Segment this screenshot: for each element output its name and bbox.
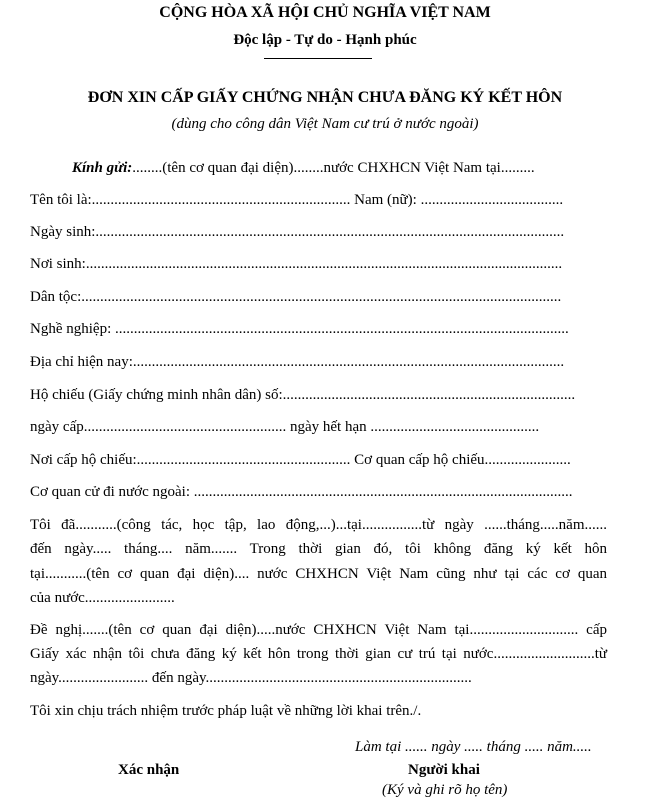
declarant-label: Người khai [408, 762, 480, 778]
national-header: CỘNG HÒA XÃ HỘI CHỦ NGHĨA VIỆT NAM [159, 4, 491, 21]
paragraph-2-line-1: Đề nghị.......(tên cơ quan đại diện).....nước CHXHCN Việt Nam tại............................. cấp [30, 622, 607, 638]
issue-place-field-line: Nơi cấp hộ chiếu:......................................................... Cơ quan cấp hộ chiếu....................... [30, 452, 571, 468]
name-field-line: Tên tôi là:..................................................................... Nam (nữ): ...................................... [30, 192, 564, 208]
place-date-line: Làm tại ...... ngày ..... tháng ..... năm..... [355, 739, 592, 755]
form-title: ĐƠN XIN CẤP GIẤY CHỨNG NHẬN CHƯA ĐĂNG KÝ KẾT HÔN [87, 89, 563, 106]
paragraph-1-line-2: đến ngày..... tháng.... năm....... Trong thời gian đó, tôi không đăng ký kết hôn [30, 541, 607, 557]
passport-field-line: Hộ chiếu (Giấy chứng minh nhân dân) số:.............................................................................. [30, 387, 576, 403]
pob-field-line: Nơi sinh:............................................................................................................................... [30, 256, 563, 272]
ethnic-field-line: Dân tộc:................................................................................................................................ [30, 289, 562, 305]
paragraph-1-line-4: của nước........................ [30, 590, 175, 606]
form-subtitle: (dùng cho công dân Việt Nam cư trú ở nước ngoài) [171, 116, 479, 132]
dob-field-line: Ngày sinh:............................................................................................................................. [30, 224, 565, 240]
addressee-label: Kính gửi: [72, 160, 133, 176]
paragraph-2-line-3: ngày........................ đến ngày....................................................................... [30, 670, 472, 686]
addressee-text: ........(tên cơ quan đại diện)........nước CHXHCN Việt Nam tại......... [132, 160, 535, 176]
addressee-line [72, 160, 535, 177]
paragraph-1-line-1: Tôi đã...........(công tác, học tập, lao động,...)...tại................từ ngày ......tháng.....năm...... [30, 517, 607, 533]
issue-date-field-line: ngày cấp...................................................... ngày hết hạn ............................................. [30, 419, 540, 435]
paragraph-1-line-3: tại...........(tên cơ quan đại diện).... nước CHXHCN Việt Nam cũng như tại các cơ quan [30, 566, 607, 582]
commitment-statement: Tôi xin chịu trách nhiệm trước pháp luật về những lời khai trên./. [30, 703, 422, 719]
address-field-line: Địa chỉ hiện nay:................................................................................................................... [30, 354, 565, 370]
confirmation-label: Xác nhận [118, 762, 180, 778]
paragraph-2-line-2: Giấy xác nhận tôi chưa đăng ký kết hôn trong thời gian cư trú tại nước...........................từ [30, 646, 607, 662]
sending-agency-field-line: Cơ quan cử đi nước ngoài: ..................................................................................................... [30, 484, 573, 500]
job-field-line: Nghề nghiệp: ......................................................................................................................... [30, 321, 569, 337]
motto-underline [264, 58, 372, 59]
signature-note: (Ký và ghi rõ họ tên) [382, 782, 508, 798]
motto: Độc lập - Tự do - Hạnh phúc [233, 32, 417, 48]
